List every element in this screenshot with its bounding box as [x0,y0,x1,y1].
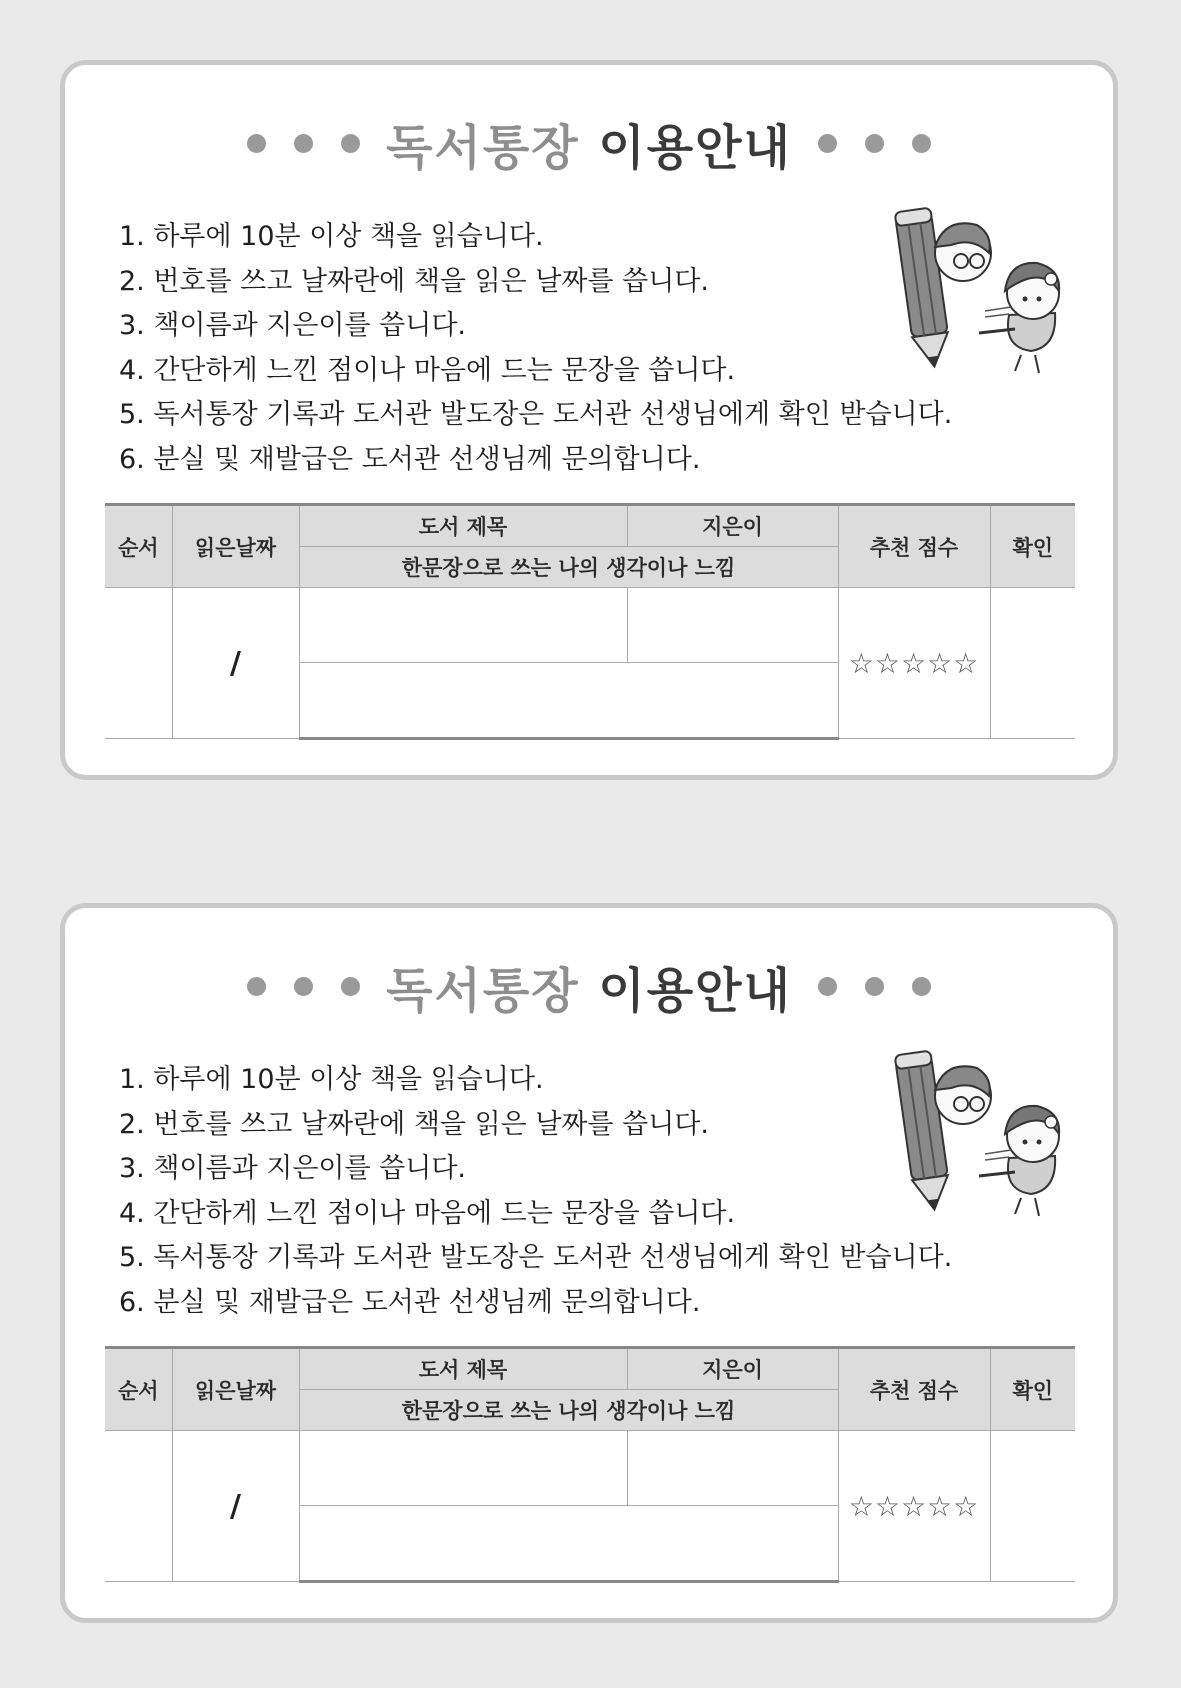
reading-passbook-card-top [60,60,1118,780]
dot-icon [247,134,266,153]
dot-icon [865,134,884,153]
header-order: 순서 [105,1348,172,1431]
rule-item: 3. 책이름과 지은이를 씁니다. [119,1153,466,1184]
header-date: 읽은날짜 [172,1348,299,1431]
title-part2: 이용안내 [598,963,792,1019]
header-author: 지은이 [627,1348,838,1390]
title-dots-left [247,977,360,996]
cell-thoughts[interactable] [299,663,838,739]
rule-item: 2. 번호를 쓰고 날짜란에 책을 읽은 날짜를 씁니다. [119,265,709,297]
star-rating[interactable]: ☆☆☆☆☆ [848,1489,980,1523]
dot-icon [818,977,837,996]
rule-item: 3. 책이름과 지은이를 씁니다. [119,310,466,341]
title-part1: 독서통장 [386,963,580,1019]
rule-item: 4. 간단하게 느낀 점이나 마음에 드는 문장을 씁니다. [119,354,736,386]
reading-passbook-card-bottom [60,903,1118,1623]
cell-date[interactable] [172,588,299,739]
title-dots-right [818,977,931,996]
title-dots-left [247,134,360,153]
header-book-title: 도서 제목 [299,1348,627,1390]
reading-log-table [105,1346,1075,1583]
cell-date[interactable] [172,1431,299,1582]
cell-score[interactable] [838,1431,990,1582]
kids-with-pencil-illustration [885,1038,1065,1228]
title-dots-right [818,134,931,153]
rule-item: 6. 분실 및 재발급은 도서관 선생님께 문의합니다. [119,1286,701,1318]
cell-author[interactable] [627,588,838,663]
rule-item: 1. 하루에 10분 이상 책을 읽습니다. [119,1064,544,1095]
title-text [386,952,792,1021]
dot-icon [341,134,360,153]
usage-rules [119,1058,952,1325]
dot-icon [912,134,931,153]
rule-item: 5. 독서통장 기록과 도서관 발도장은 도서관 선생님에게 확인 받습니다. [119,1242,953,1273]
dot-icon [294,977,313,996]
rule-item: 1. 하루에 10분 이상 책을 읽습니다. [119,221,544,252]
cell-confirm[interactable] [990,588,1075,739]
dot-icon [341,977,360,996]
rule-item: 4. 간단하게 느낀 점이나 마음에 드는 문장을 씁니다. [119,1197,736,1229]
reading-log-table [105,503,1075,740]
star-rating[interactable]: ☆☆☆☆☆ [848,646,980,680]
cell-author[interactable] [627,1431,838,1506]
dot-icon [912,977,931,996]
dot-icon [294,134,313,153]
header-confirm: 확인 [990,1348,1075,1431]
kids-with-pencil-illustration [885,195,1065,385]
header-thoughts: 한문장으로 쓰는 나의 생각이나 느낌 [299,547,838,588]
cell-thoughts[interactable] [299,1506,838,1582]
header-thoughts: 한문장으로 쓰는 나의 생각이나 느낌 [299,1390,838,1431]
card-title [65,109,1113,178]
header-book-title: 도서 제목 [299,505,627,547]
header-date: 읽은날짜 [172,505,299,588]
cell-book-title[interactable] [299,1431,627,1506]
rule-item: 6. 분실 및 재발급은 도서관 선생님께 문의합니다. [119,443,701,475]
date-slash: / [230,1488,241,1524]
card-title [65,952,1113,1021]
usage-rules [119,215,952,482]
header-confirm: 확인 [990,505,1075,588]
cell-confirm[interactable] [990,1431,1075,1582]
cell-book-title[interactable] [299,588,627,663]
cell-order[interactable] [105,588,172,739]
dot-icon [865,977,884,996]
rule-item: 2. 번호를 쓰고 날짜란에 책을 읽은 날짜를 씁니다. [119,1108,709,1140]
header-order: 순서 [105,505,172,588]
dot-icon [247,977,266,996]
title-text [386,109,792,178]
title-part2: 이용안내 [598,120,792,176]
cell-order[interactable] [105,1431,172,1582]
cell-score[interactable] [838,588,990,739]
header-score: 추천 점수 [838,505,990,588]
rule-item: 5. 독서통장 기록과 도서관 발도장은 도서관 선생님에게 확인 받습니다. [119,399,953,430]
header-score: 추천 점수 [838,1348,990,1431]
dot-icon [818,134,837,153]
title-part1: 독서통장 [386,120,580,176]
date-slash: / [230,645,241,681]
header-author: 지은이 [627,505,838,547]
